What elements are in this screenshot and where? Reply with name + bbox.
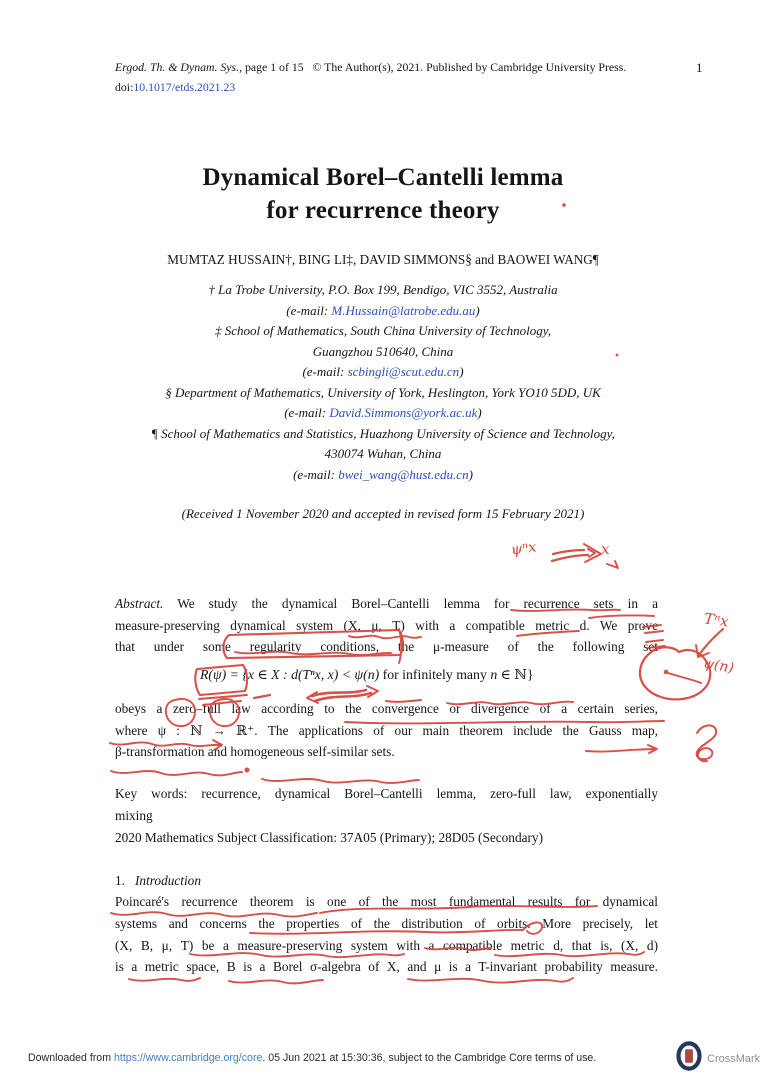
email-link-wang[interactable]: bwei_wang@hust.edu.cn bbox=[338, 466, 469, 482]
formula-var: n bbox=[490, 667, 498, 683]
handwriting-psi-of-n: ψ(n) bbox=[701, 655, 736, 677]
abstract-line: Abstract. We study the dynamical Borel–Cantelli lemma for recurrence sets in a bbox=[115, 596, 658, 611]
keywords-line: Key words: recurrence, dynamical Borel–Cantelli lemma, zero-full law, exponentially bbox=[115, 786, 658, 802]
affiliation-email-line bbox=[0, 465, 766, 486]
handwriting-x: x bbox=[600, 539, 611, 559]
annotation-intro-wavy-borel bbox=[229, 980, 323, 983]
email-link-hussain[interactable]: M.Hussain@latrobe.edu.au bbox=[331, 302, 476, 318]
email-suffix: ) bbox=[475, 302, 480, 318]
download-footer bbox=[28, 1052, 596, 1064]
email-suffix: ) bbox=[468, 466, 473, 482]
annotation-scratch-arrowhead bbox=[584, 544, 601, 562]
intro-line: systems and concerns the properties of the distribution of orbits. More precisely, let bbox=[115, 915, 658, 931]
section-title: Introduction bbox=[134, 872, 201, 888]
email-prefix: (e-mail: bbox=[302, 364, 348, 379]
email-suffix: ) bbox=[477, 405, 482, 420]
crossmark-badge[interactable] bbox=[676, 1041, 760, 1076]
journal-meta: page 1 of 15 © The Author(s), 2021. Published by Cambridge University Press. bbox=[242, 60, 627, 74]
crossmark-label: CrossMark bbox=[707, 1052, 761, 1065]
intro-line: Poincaré's recurrence theorem is one of the most fundamental results for dynamical bbox=[115, 894, 658, 910]
annotation-margin-curly bbox=[697, 725, 717, 761]
email-link-simmons[interactable]: David.Simmons@york.ac.uk bbox=[329, 405, 478, 420]
section-heading bbox=[115, 870, 658, 892]
page-number: 1 bbox=[696, 60, 703, 75]
author-list: MUMTAZ HUSSAIN†, BING LI‡, DAVID SIMMONS§ and BAOWEI WANG¶ bbox=[167, 252, 599, 267]
annotation-ball-radius-line bbox=[668, 673, 701, 683]
abstract-label: Abstract. bbox=[115, 596, 164, 611]
abstract-line: obeys a zero–full law according to the convergence or divergence of a certain series, bbox=[115, 700, 658, 716]
affiliations-block bbox=[0, 280, 766, 485]
affiliation-email-line bbox=[0, 362, 766, 383]
affiliation-line: ‡ School of Mathematics, South China University of Technology, bbox=[214, 323, 552, 338]
footer-text: Downloaded from bbox=[28, 1052, 114, 1064]
annotation-arrow-to-ball bbox=[699, 629, 723, 655]
keywords-block bbox=[115, 783, 658, 848]
annotation-intro-wavy-metric-space bbox=[129, 978, 200, 981]
doi-label: doi: bbox=[115, 80, 134, 94]
doi-line bbox=[115, 79, 693, 95]
body-column bbox=[115, 593, 658, 978]
email-link-li[interactable]: scbingli@scut.edu.cn bbox=[347, 364, 460, 379]
affiliation-line: § Department of Mathematics, University of York, Heslington, York YO10 5DD, UK bbox=[165, 384, 601, 400]
annotation-scratch-arrow bbox=[552, 550, 588, 561]
email-prefix: (e-mail: bbox=[284, 405, 330, 420]
abstract-line: where ψ : ℕ → ℝ⁺. The applications of our main theorem include the Gauss map, bbox=[115, 722, 658, 738]
handwriting-psi-n-x: ψⁿx bbox=[510, 539, 538, 559]
title-line-1: Dynamical Borel–Cantelli lemma bbox=[202, 164, 564, 191]
abstract-line: β-transformation and homogeneous self-similar sets. bbox=[115, 744, 395, 760]
crossmark-icon bbox=[676, 1041, 702, 1076]
annotation-scratch-tick bbox=[607, 561, 618, 568]
journal-name: Ergod. Th. & Dynam. Sys., bbox=[115, 60, 243, 74]
section-number: 1. bbox=[115, 872, 125, 888]
email-suffix: ) bbox=[459, 364, 464, 379]
keywords-line: mixing bbox=[115, 808, 153, 824]
affiliation-line: 430074 Wuhan, China bbox=[324, 446, 442, 461]
email-prefix: (e-mail: bbox=[293, 466, 339, 482]
title-line-2: for recurrence theory bbox=[266, 197, 500, 224]
journal-header bbox=[115, 59, 693, 95]
msc-line: 2020 Mathematics Subject Classification: 37A05 (Primary); 28D05 (Secondary) bbox=[115, 829, 543, 845]
received-line: (Received 1 November 2020 and accepted in revised form 15 February 2021) bbox=[181, 506, 585, 521]
email-prefix: (e-mail: bbox=[286, 302, 332, 318]
abstract-line: measure-preserving dynamical system (X, μ, T) with a compatible metric d. We prove bbox=[115, 617, 658, 633]
affiliation-line: † La Trobe University, P.O. Box 199, Bendigo, VIC 3552, Australia bbox=[208, 282, 558, 297]
annotation-intro-wavy-invariant-measure bbox=[408, 978, 573, 983]
doi-link[interactable]: 10.1017/etds.2021.23 bbox=[133, 80, 236, 94]
formula-math: R(ψ) = {x ∈ X : d(Tⁿx, x) < ψ(n) bbox=[200, 667, 380, 683]
formula-tail: ∈ ℕ} bbox=[497, 667, 534, 683]
affiliation-line: ¶ School of Mathematics and Statistics, Huazhong University of Science and Technology, bbox=[151, 425, 615, 441]
abstract-formula bbox=[115, 664, 658, 686]
abstract-line: that under some regularity conditions, the μ-measure of the following set bbox=[115, 639, 658, 655]
cambridge-core-link[interactable]: https://www.cambridge.org/core bbox=[113, 1052, 263, 1064]
affiliation-line: Guangzhou 510640, China bbox=[312, 343, 454, 359]
footer-text: . 05 Jun 2021 at 15:30:36, subject to the Cambridge Core terms of use. bbox=[262, 1052, 597, 1064]
paper-title bbox=[0, 161, 766, 227]
affiliation-email-line bbox=[0, 301, 766, 322]
handwriting-tnx: Tⁿx bbox=[702, 609, 730, 631]
affiliation-email-line bbox=[0, 403, 766, 424]
formula-text: for infinitely many bbox=[379, 667, 491, 683]
intro-line: is a metric space, B is a Borel σ-algebra of X, and μ is a T-invariant probability measure. bbox=[115, 959, 658, 975]
annotation-ball-center-dot bbox=[664, 670, 669, 675]
intro-line: (X, B, μ, T) be a measure-preserving system with a compatible metric d, that is, (X, d) bbox=[115, 937, 658, 953]
